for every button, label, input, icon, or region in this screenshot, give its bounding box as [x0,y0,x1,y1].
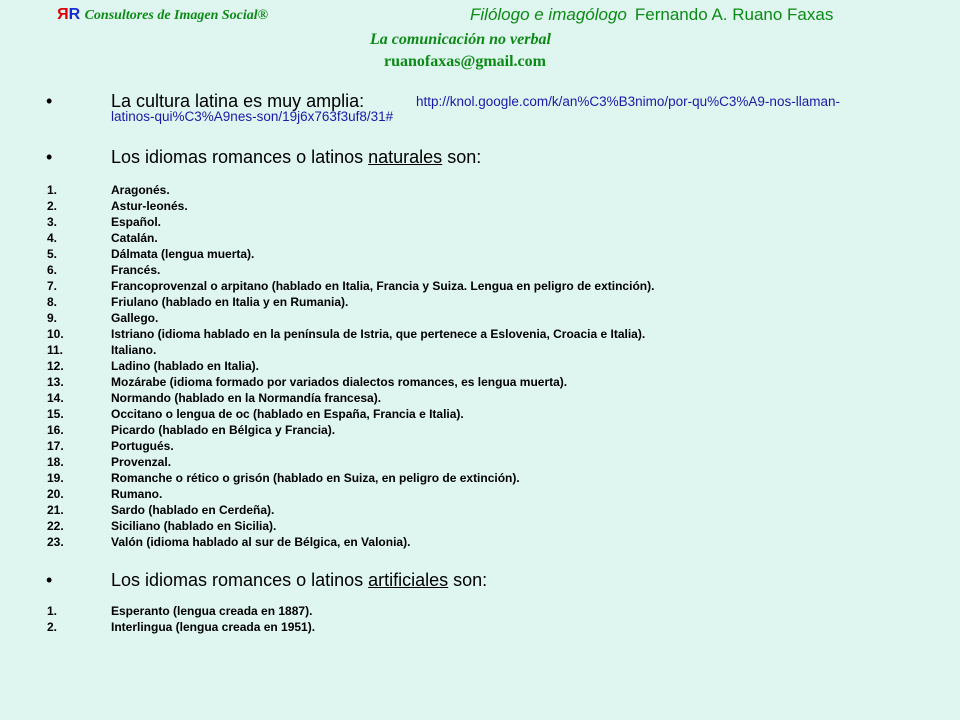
list-item-text: Francoprovenzal o arpitano (hablado en Italia, Francia y Suiza. Lengua en peligro de extinción). [111,279,655,293]
list-item-text: Gallego. [111,311,159,325]
list-item-text: Provenzal. [111,455,172,469]
heading-natural-emph: naturales [368,147,443,167]
bullet-artificial: • [46,570,53,590]
list-item [0,487,960,503]
list-item-number: 22. [47,519,64,533]
list-item-number: 19. [47,471,64,485]
list-item-text: Friulano (hablado en Italia y en Rumania). [111,295,349,309]
knol-link-line2[interactable]: latinos-qui%C3%A9nes-son/19j6x763f3uf8/31# [111,109,394,124]
list-item [0,604,960,620]
heading-natural-languages [111,147,481,168]
list-item-number: 11. [47,343,64,357]
list-item [0,535,960,551]
brand-logo [57,6,268,24]
list-item-text: Aragonés. [111,183,170,197]
list-item-number: 21. [47,503,64,517]
logo-letter-reversed-r: R [57,6,69,23]
list-item-text: Interlingua (lengua creada en 1951). [111,620,316,634]
list-item-number: 17. [47,439,64,453]
list-item-number: 10. [47,327,64,341]
list-item [0,327,960,343]
knol-link-line1[interactable]: http://knol.google.com/k/an%C3%B3nimo/por-qu%C3%A9-nos-llaman- [416,94,840,109]
bullet-natural: • [46,147,53,167]
list-item-number: 9. [47,311,58,325]
bullet-culture: • [46,91,53,111]
list-item-number: 18. [47,455,64,469]
heading-artificial-post: son: [448,570,488,590]
heading-natural-pre: Los idiomas romances o latinos [111,147,369,167]
list-item [0,455,960,471]
natural-languages-list [0,183,960,551]
list-item [0,391,960,407]
list-item-text: Siciliano (hablado en Sicilia). [111,519,277,533]
list-item [0,620,960,636]
list-item-number: 23. [47,535,64,549]
list-item-number: 4. [47,231,58,245]
list-item [0,375,960,391]
list-item-text: Sardo (hablado en Cerdeña). [111,503,275,517]
heading-culture: La cultura latina es muy amplia: [111,91,365,111]
list-item-number: 1. [47,604,58,618]
list-item-number: 2. [47,620,58,634]
list-item-text: Catalán. [111,231,158,245]
list-item-text: Rumano. [111,487,163,501]
list-item-number: 3. [47,215,58,229]
list-item [0,503,960,519]
author-name: Fernando A. Ruano Faxas [634,5,834,24]
heading-natural-post: son: [442,147,482,167]
list-item [0,183,960,199]
author-line [470,5,833,25]
author-email: ruanofaxas@gmail.com [384,53,546,70]
list-item [0,343,960,359]
logo-letter-r: R [68,6,81,23]
list-item-number: 7. [47,279,58,293]
heading-artificial-emph: artificiales [368,570,449,590]
list-item-number: 16. [47,423,64,437]
list-item [0,359,960,375]
list-item-text: Mozárabe (idioma formado por variados dialectos romances, es lengua muerta). [111,375,568,389]
list-item-number: 8. [47,295,58,309]
list-item-number: 15. [47,407,64,421]
list-item-number: 2. [47,199,58,213]
list-item-text: Istriano (idioma hablado en la península de Istria, que pertenece a Eslovenia, Croacia e Italia). [111,327,646,341]
list-item-number: 14. [47,391,64,405]
list-item-text: Valón (idioma hablado al sur de Bélgica, en Valonia). [111,535,411,549]
list-item-text: Español. [111,215,162,229]
list-item [0,439,960,455]
list-item [0,199,960,215]
list-item-number: 5. [47,247,58,261]
list-item-number: 12. [47,359,64,373]
list-item [0,215,960,231]
company-name: Consultores de Imagen Social® [84,8,269,23]
heading-artificial-pre: Los idiomas romances o latinos [111,570,369,590]
heading-artificial-languages [111,570,487,591]
list-item-text: Astur-leonés. [111,199,188,213]
list-item [0,519,960,535]
author-role: Filólogo e imagólogo [470,5,627,24]
list-item [0,311,960,327]
list-item [0,231,960,247]
list-item [0,279,960,295]
list-item [0,407,960,423]
list-item-text: Normando (hablado en la Normandía francesa). [111,391,382,405]
list-item [0,423,960,439]
list-item-text: Romanche o rético o grisón (hablado en Suiza, en peligro de extinción). [111,471,520,485]
list-item-text: Dálmata (lengua muerta). [111,247,255,261]
list-item-number: 13. [47,375,64,389]
list-item [0,263,960,279]
artificial-languages-list [0,604,960,636]
list-item-number: 20. [47,487,64,501]
list-item-text: Occitano o lengua de oc (hablado en España, Francia e Italia). [111,407,464,421]
list-item [0,247,960,263]
list-item-text: Francés. [111,263,161,277]
list-item-text: Ladino (hablado en Italia). [111,359,260,373]
list-item [0,295,960,311]
slide-subtitle: La comunicación no verbal [370,31,551,48]
list-item-text: Esperanto (lengua creada en 1887). [111,604,313,618]
list-item-text: Portugués. [111,439,174,453]
list-item-text: Picardo (hablado en Bélgica y Francia). [111,423,336,437]
list-item-number: 6. [47,263,58,277]
list-item-text: Italiano. [111,343,157,357]
slide-header [0,0,960,80]
list-item [0,471,960,487]
list-item-number: 1. [47,183,58,197]
